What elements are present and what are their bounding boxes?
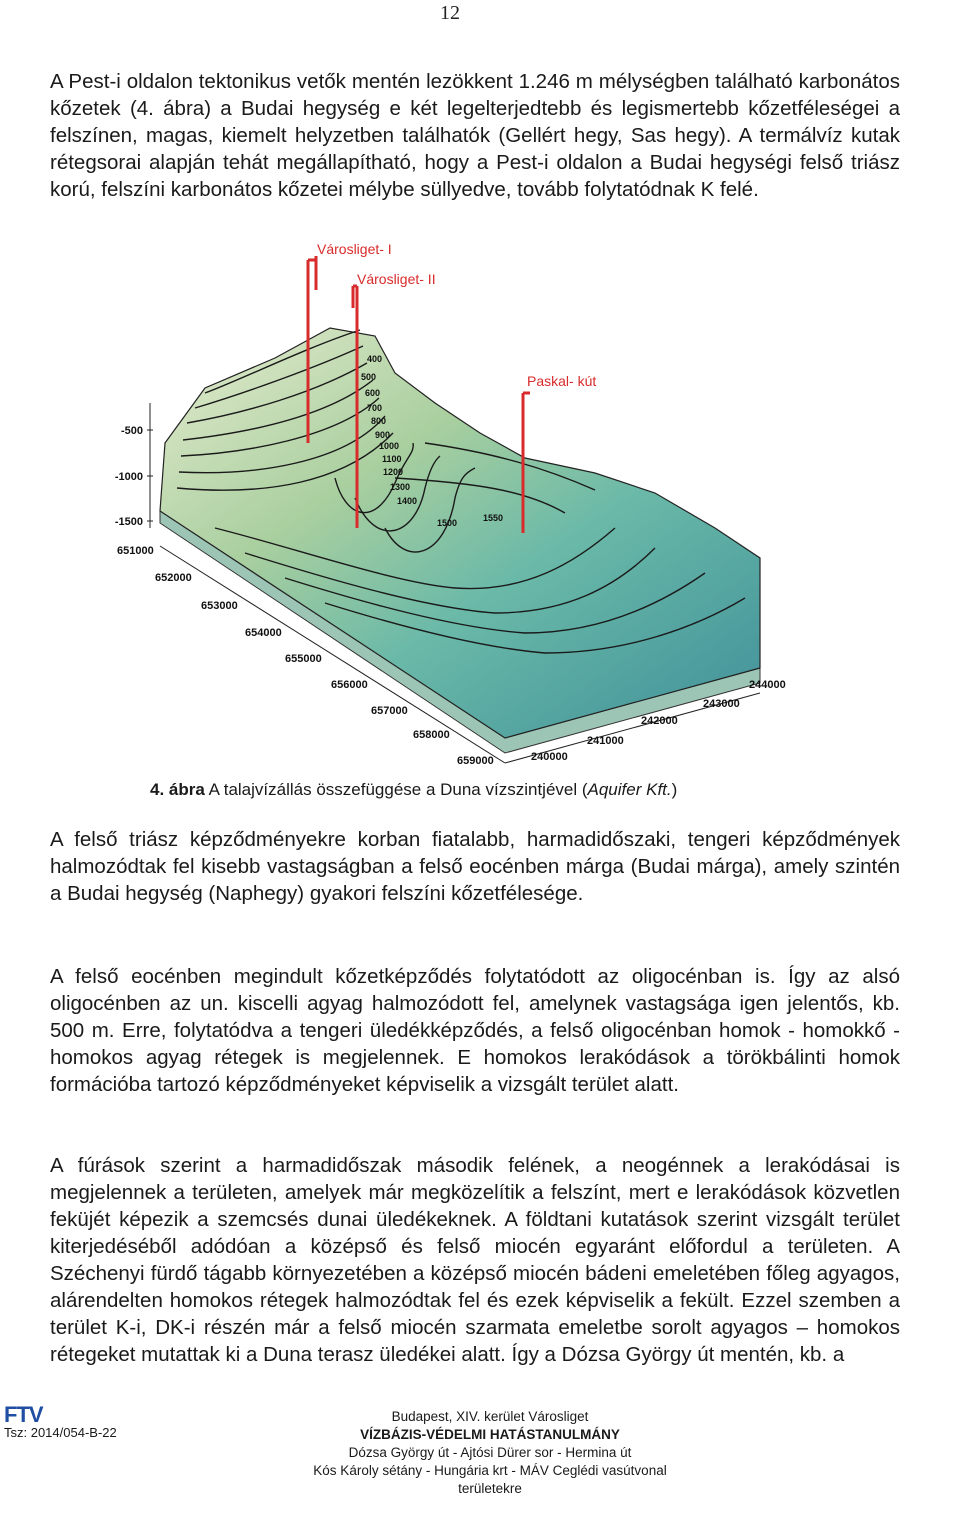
footer-line: VÍZBÁZIS-VÉDELMI HATÁSTANULMÁNY [360,1427,620,1442]
x-tick-label: 656000 [331,679,368,691]
contour-label: 500 [361,372,377,382]
footer-line: területekre [458,1481,522,1496]
contour-label: 1000 [379,441,400,451]
x-tick-label: 651000 [117,545,154,557]
page-number: 12 [440,2,460,24]
paragraph-4: A fúrások szerint a harmadidőszak második felének, a neogénnek a lerakódásai is megjelennek a területen, amelyek már megközelítik a felszínt, mert e lerakódások közvetlen feküjét képezik a szemcsés dunai üledékeknek. A földtani kutatások szerint vizsgált terület kiterjedéséből adódóan a középső és felső miocén egyaránt előfordul a területen. A Széchenyi fürdő tágabb környezetében a középső miocén bádeni emeletében főleg agyagos, alárendelten homokos rétegek halmozódtak fel és ezek képviselik a fekült. Ezzel szemben a terület K-i, DK-i részén már a felső miocén szarmata emeletbe sorolt agyagos – homokos rétegeket mutattak ki a Duna terasz üledékei alatt. Így a Dózsa György út mentén, kb. a [50,1154,900,1366]
footer-line: Kós Károly sétány - Hungária krt - MÁV Ceglédi vasútvonal [313,1463,667,1478]
y-tick-label: 240000 [531,751,568,763]
y-tick-label: 242000 [641,715,678,727]
contour-label: 1550 [483,513,504,523]
well-label-varosliget-2: Városliget- II [357,271,436,287]
x-tick-label: 653000 [201,600,238,612]
z-tick-label: -1500 [114,516,143,528]
well-label-varosliget-1: Városliget- I [317,241,392,257]
caption-number: 4. ábra [150,780,205,799]
logo-text: FTV [4,1402,43,1427]
z-axis-labels [115,425,143,528]
z-tick-label: -500 [120,425,143,437]
caption-text: A talajvízállás összefüggése a Duna vízszintjével ( [204,780,588,799]
contour-label: 1400 [397,496,418,506]
y-tick-label: 241000 [587,735,624,747]
contour-label: 400 [367,354,383,364]
figure-caption [150,780,850,800]
paragraph-2: A felső triász képződményekre korban fiatalabb, harmadidőszaki, tengeri képződmények halmozódtak fel kisebb vastagságban a felső eocénben márga (Budai márga), amely szintén a Budai hegység (Naphegy) gyakori felszíni kőzetfélesége. [50,828,900,905]
footer-info [200,1408,780,1498]
y-tick-label: 243000 [703,698,740,710]
contour-label: 900 [375,430,391,440]
y-tick-label: 244000 [749,679,786,691]
contour-label: 800 [371,416,387,426]
x-tick-label: 654000 [245,627,282,639]
surface-plot [95,228,815,773]
contour-label: 1300 [390,482,411,492]
figure-4 [95,228,815,773]
x-tick-label: 655000 [285,653,322,665]
caption-end: ) [671,780,678,799]
caption-source: Aquifer Kft. [587,780,672,799]
document-id: Tsz: 2014/054-B-22 [4,1425,117,1440]
z-axis [147,403,153,528]
contour-label: 600 [365,388,381,398]
contour-label: 1500 [437,518,458,528]
footer-line: Dózsa György út - Ajtósi Dürer sor - Hermina út [348,1445,632,1460]
contour-label: 700 [367,403,383,413]
well-label-paskal: Paskal- kút [527,373,597,389]
z-tick-label: -1000 [114,471,143,483]
paragraph-1: A Pest-i oldalon tektonikus vetők mentén lezökkent 1.246 m mélységben található karbonátos kőzetek (4. ábra) a Budai hegység e két legelterjedtebb és legismertebb kőzetféleségei a felszínen, magas, kiemelt helyzetben találhatók (Gellért hegy, Sas hegy). A termálvíz kutak rétegsorai alapján tehát megállapítható, hogy a Pest-i oldalon a Budai hegységi felső triász korú, felszíni karbonátos kőzetei mélybe süllyedve, tovább folytatódnak K felé. [50,70,900,201]
x-tick-label: 659000 [457,755,494,767]
contour-label: 1200 [383,467,404,477]
paragraph-3: A felső eocénben megindult kőzetképződés folytatódott az oligocénban is. Így az alsó oligocénben az un. kiscelli agyag halmozódott fel, amelynek vastagsága igen jelentős, kb. 500 m. Erre, folytatódva a tengeri üledékképződés, a felső oligocénban homok - homokkő - homokos agyag rétegek is megjelennek. E homokos lerakódások a törökbálinti homok formációba tartozó képződményeket képviselik a vizsgált terület alatt. [50,965,900,1096]
x-tick-label: 652000 [155,572,192,584]
x-tick-label: 657000 [371,705,408,717]
contour-label: 1100 [382,454,402,464]
footer-line: Budapest, XIV. kerület Városliget [391,1409,589,1424]
x-tick-label: 658000 [413,729,450,741]
